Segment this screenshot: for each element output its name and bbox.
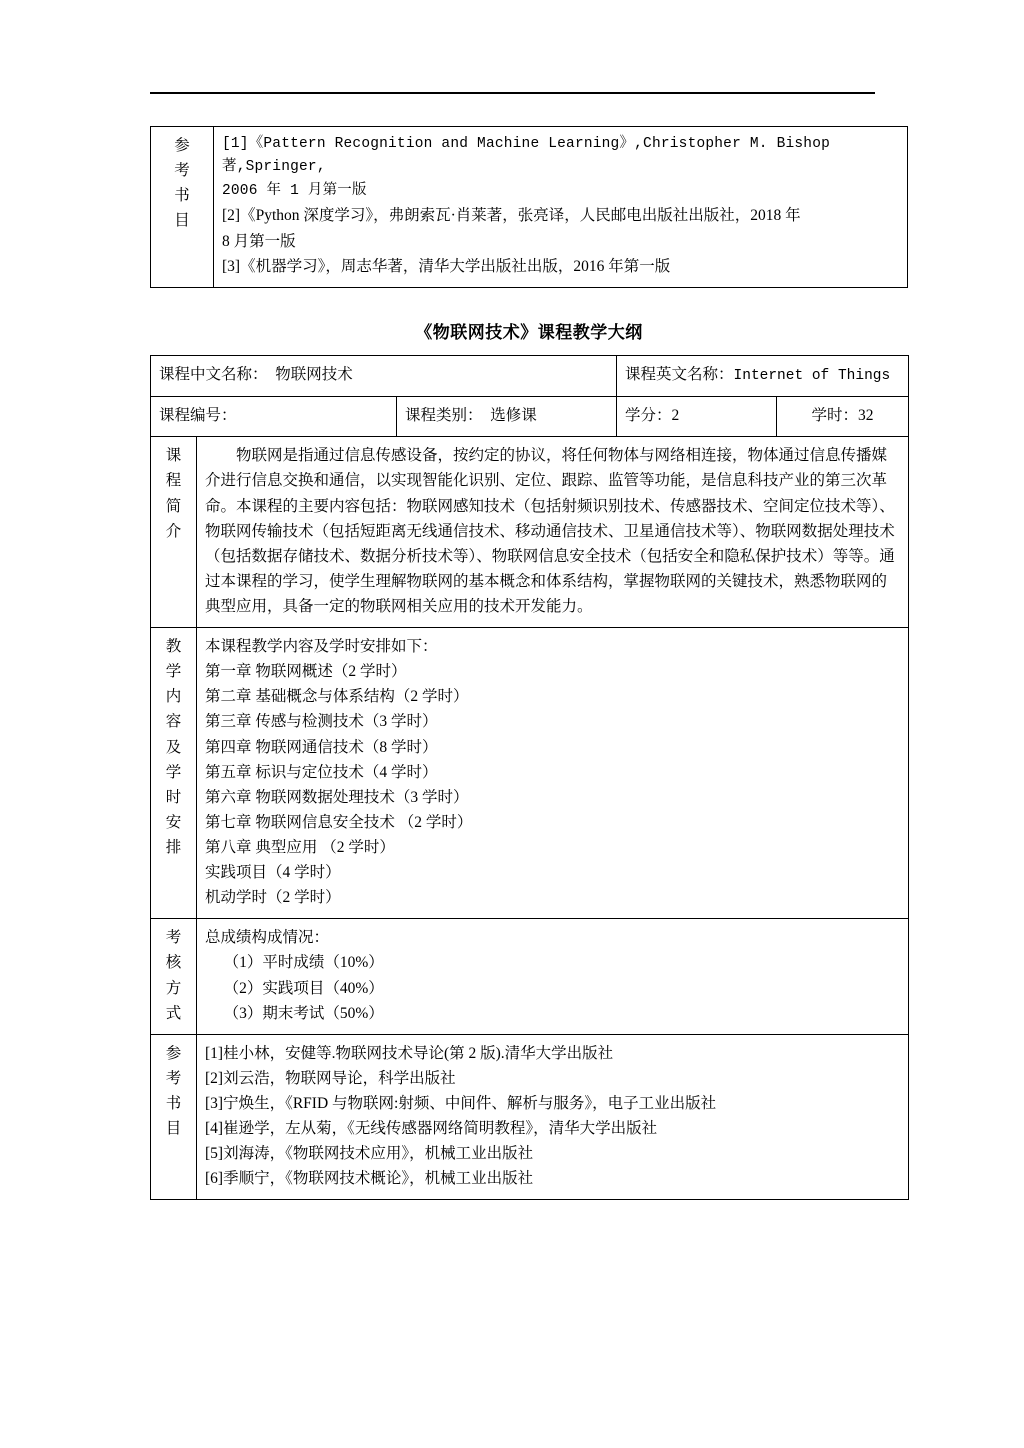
reference-item-2-line-1: [2]《Python 深度学习》，弗朗索瓦·肖莱著，张亮译，人民邮电出版社出版社，2018 年 [222, 207, 801, 225]
header-rule [150, 92, 875, 94]
content-line: 第八章 典型应用 （2 学时） [205, 839, 395, 857]
cell-course-cn-name [151, 355, 617, 396]
cell-course-code [151, 397, 397, 437]
assessment-line: （1）平时成绩（10%） [223, 954, 384, 972]
content-line: 第七章 物联网信息安全技术 （2 学时） [205, 813, 473, 831]
label-char: 学 [165, 763, 182, 781]
cell-assessment-list [197, 919, 909, 1034]
label-char: 容 [165, 713, 182, 731]
content-line: 实践项目（4 学时） [205, 864, 341, 882]
content-line: 机动学时（2 学时） [205, 889, 341, 907]
row-label-references-top [151, 127, 214, 288]
label-char: 式 [165, 1004, 182, 1022]
content-line: 第一章 物联网概述（2 学时） [205, 663, 407, 681]
table-row-references [151, 1034, 909, 1200]
label-char: 核 [165, 954, 182, 972]
course-en-name-label: 课程英文名称： [625, 365, 734, 383]
row-label-content-hours [151, 628, 197, 919]
cell-content-list [197, 628, 909, 919]
label-char: 及 [165, 738, 182, 756]
course-cn-name-label: 课程中文名称： [159, 365, 268, 383]
reference-item-1-line-2: 2006 年 1 月第一版 [222, 182, 367, 199]
reference-line: [3]宁焕生，《RFID 与物联网:射频、中间件、解析与服务》，电子工业出版社 [205, 1095, 717, 1112]
reference-line: [4]崔逊学，左从菊，《无线传感器网络简明教程》，清华大学出版社 [205, 1120, 658, 1138]
label-char: 参 [165, 1044, 182, 1062]
label-char: 课 [165, 447, 182, 465]
reference-item-1-line-1: [1]《Pattern Recognition and Machine Learning》,Christopher M. Bishop 著,Springer, [222, 136, 830, 176]
reference-line: [6]季顺宁，《物联网技术概论》，机械工业出版社 [205, 1170, 534, 1188]
label-char: 学 [165, 663, 182, 681]
label-char: 安 [165, 813, 182, 831]
cell-course-en-name [617, 355, 909, 396]
reference-list-top [214, 127, 908, 288]
label-char: 书 [165, 1095, 182, 1112]
assessment-line: （3）期末考试（50%） [223, 1004, 384, 1022]
course-cn-name-value: 物联网技术 [275, 365, 353, 383]
label-char: 时 [165, 788, 182, 806]
syllabus-title: 《物联网技术》课程教学大纲 [415, 322, 643, 342]
label-char: 参 [174, 137, 190, 154]
reference-table-top [150, 126, 908, 288]
content-line: 第六章 物联网数据处理技术（3 学时） [205, 788, 469, 806]
content-lead: 本课程教学内容及学时安排如下： [205, 638, 438, 656]
row-label-references [151, 1034, 197, 1200]
content-line: 第四章 物联网通信技术（8 学时） [205, 738, 438, 756]
course-code-label: 课程编号： [159, 407, 237, 425]
label-char: 考 [165, 1069, 182, 1087]
content-line: 第二章 基础概念与体系结构（2 学时） [205, 688, 469, 706]
course-hours-label: 学时： [811, 407, 859, 425]
assessment-lead: 总成绩构成情况： [205, 929, 330, 947]
content-line: 第五章 标识与定位技术（4 学时） [205, 763, 438, 781]
row-label-intro [151, 437, 197, 628]
label-char: 考 [165, 929, 182, 947]
course-category-value: 选修课 [490, 407, 537, 425]
label-char: 内 [165, 688, 182, 706]
cell-reference-list [197, 1034, 909, 1200]
label-char: 方 [165, 979, 182, 997]
course-en-name-value: Internet of Things [733, 367, 891, 384]
reference-item-2-line-2: 8 月第一版 [222, 232, 296, 250]
reference-item-3: [3]《机器学习》，周志华著，清华大学出版社出版，2016 年第一版 [222, 257, 671, 275]
label-char: 简 [165, 497, 182, 515]
label-char: 书 [174, 187, 190, 205]
reference-line: [5]刘海涛，《物联网技术应用》，机械工业出版社 [205, 1145, 534, 1163]
table-row-assessment [151, 919, 909, 1034]
label-char: 排 [165, 839, 182, 857]
course-category-label: 课程类别： [405, 407, 483, 425]
table-row-course-meta [151, 397, 909, 437]
course-credit-label: 学分： [625, 407, 672, 425]
cell-intro-text [197, 437, 909, 628]
course-credit-value: 2 [671, 407, 680, 425]
cell-course-category [397, 397, 617, 437]
row-label-assessment [151, 919, 197, 1034]
table-row-course-names [151, 355, 909, 396]
table-row-content [151, 628, 909, 919]
table-row [151, 127, 908, 288]
document-content [150, 126, 908, 1200]
label-char: 目 [165, 1120, 182, 1138]
label-char: 目 [174, 212, 190, 230]
syllabus-table [150, 355, 909, 1201]
cell-course-hours [777, 397, 909, 437]
label-char: 介 [165, 522, 182, 540]
label-char: 程 [165, 472, 182, 490]
label-char: 教 [165, 638, 182, 656]
content-line: 第三章 传感与检测技术（3 学时） [205, 713, 438, 731]
cell-course-credit [617, 397, 777, 437]
reference-line: [1]桂小林，安健等.物联网技术导论(第 2 版).清华大学出版社 [205, 1044, 614, 1062]
reference-line: [2]刘云浩，物联网导论，科学出版社 [205, 1069, 456, 1087]
assessment-line: （2）实践项目（40%） [223, 979, 384, 997]
course-hours-value: 32 [858, 407, 874, 425]
table-row-intro [151, 437, 909, 628]
intro-paragraph: 物联网是指通过信息传感设备，按约定的协议，将任何物体与网络相连接，物体通过信息传播媒介进行信息交换和通信，以实现智能化识别、定位、跟踪、监管等功能，是信息科技产业的第三次革命。本课程的主要内容包括：物联网感知技术（包括射频识别技术、传感器技术、空间定位技术等）、物联网传输技术（包括短距离无线通信技术、移动通信技术、卫星通信技术等）、物联网数据处理技术（包括数据存储技术、数据分析技术等）、物联网信息安全技术（包括安全和隐私保护技术）等等。通过本课程的学习，使学生理解物联网的基本概念和体系结构，掌握物联网的关键技术，熟悉物联网的典型应用，具备一定的物联网相关应用的技术开发能力。 [205, 447, 895, 616]
label-char: 考 [174, 162, 190, 180]
